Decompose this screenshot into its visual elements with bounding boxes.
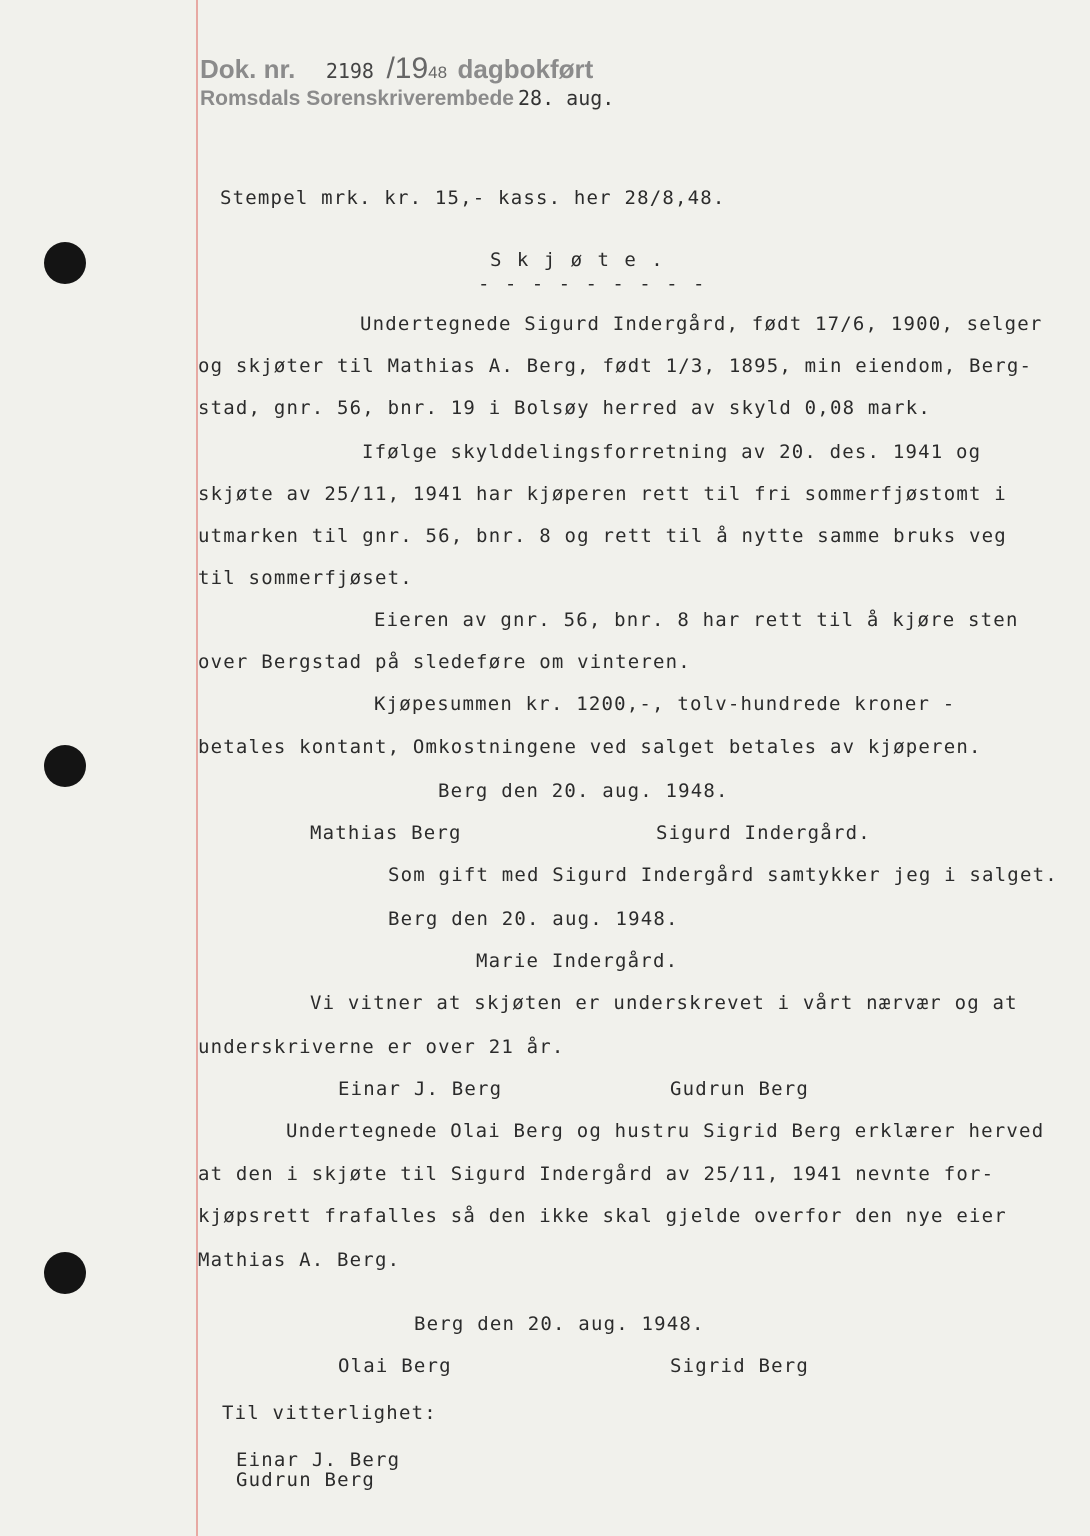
body-line: Vi vitner at skjøten er underskrevet i vårt nærvær og at <box>310 992 1018 1014</box>
body-line: Eieren av gnr. 56, bnr. 8 har rett til å kjøre sten <box>374 609 1019 631</box>
body-line: over Bergstad på sledeføre om vinteren. <box>198 651 691 673</box>
witness-heading: Til vitterlighet: <box>222 1402 437 1424</box>
punch-hole-bottom <box>44 1252 86 1294</box>
stamp-date: 28. aug. <box>517 86 615 110</box>
stamp-prefix: Dok. nr. <box>200 54 296 84</box>
signature-witness-2: Gudrun Berg <box>670 1078 810 1100</box>
registration-office <box>200 86 614 111</box>
body-line: at den i skjøte til Sigurd Indergård av 25/11, 1941 nevnte for- <box>198 1163 995 1185</box>
body-line: betales kontant, Omkostningene ved salget betales av kjøperen. <box>198 736 982 758</box>
margin-line <box>196 0 198 1536</box>
registration-stamp <box>200 52 593 86</box>
signature-seller-buyer: Mathias Berg <box>310 822 462 844</box>
signature-witness-1: Einar J. Berg <box>338 1078 503 1100</box>
body-line: Som gift med Sigurd Indergård samtykker jeg i salget. <box>388 864 1058 886</box>
body-line: Kjøpesummen kr. 1200,-, tolv-hundrede kroner - <box>374 693 956 715</box>
body-line: Mathias A. Berg. <box>198 1249 401 1271</box>
stamp-office: Romsdals Sorenskriverembede <box>200 87 514 110</box>
signature-spouse: Marie Indergård. <box>476 950 679 972</box>
body-line: Undertegnede Sigurd Indergård, født 17/6, 1900, selger <box>360 313 1043 335</box>
date-line: Berg den 20. aug. 1948. <box>438 780 729 802</box>
signature-olai: Olai Berg <box>338 1355 452 1377</box>
body-line: utmarken til gnr. 56, bnr. 8 og rett til å nytte samme bruks veg <box>198 525 1007 547</box>
body-line: og skjøter til Mathias A. Berg, født 1/3, 1895, min eiendom, Berg- <box>198 355 1033 377</box>
body-line: underskriverne er over 21 år. <box>198 1036 565 1058</box>
date-line: Berg den 20. aug. 1948. <box>388 908 679 930</box>
body-line: Undertegnede Olai Berg og hustru Sigrid Berg erklærer herved <box>286 1120 1045 1142</box>
title-underline: - - - - - - - - - <box>478 273 707 295</box>
stamp-slash-19: /19 <box>386 52 429 85</box>
stamp-suffix: dagbokført <box>457 54 594 84</box>
body-line: til sommerfjøset. <box>198 567 413 589</box>
stamp-year-suffix: 48 <box>428 63 448 82</box>
document-title: S k j ø t e . <box>490 249 665 271</box>
body-line: skjøte av 25/11, 1941 har kjøperen rett til fri sommerfjøstomt i <box>198 483 1007 505</box>
stamp-duty-line: Stempel mrk. kr. 15,- kass. her 28/8,48. <box>220 187 726 209</box>
punch-hole-top <box>44 242 86 284</box>
body-line: stad, gnr. 56, bnr. 19 i Bolsøy herred av skyld 0,08 mark. <box>198 397 932 419</box>
signature-sigrid: Sigrid Berg <box>670 1355 810 1377</box>
body-line: Ifølge skylddelingsforretning av 20. des. 1941 og <box>362 441 982 463</box>
witness-name-2: Gudrun Berg <box>236 1469 376 1491</box>
witness-name-1: Einar J. Berg <box>236 1449 401 1471</box>
signature-seller: Sigurd Indergård. <box>656 822 871 844</box>
punch-hole-middle <box>44 745 86 787</box>
stamp-doc-number: 2198 <box>325 59 374 83</box>
date-line: Berg den 20. aug. 1948. <box>414 1313 705 1335</box>
body-line: kjøpsrett frafalles så den ikke skal gjelde overfor den nye eier <box>198 1205 1007 1227</box>
